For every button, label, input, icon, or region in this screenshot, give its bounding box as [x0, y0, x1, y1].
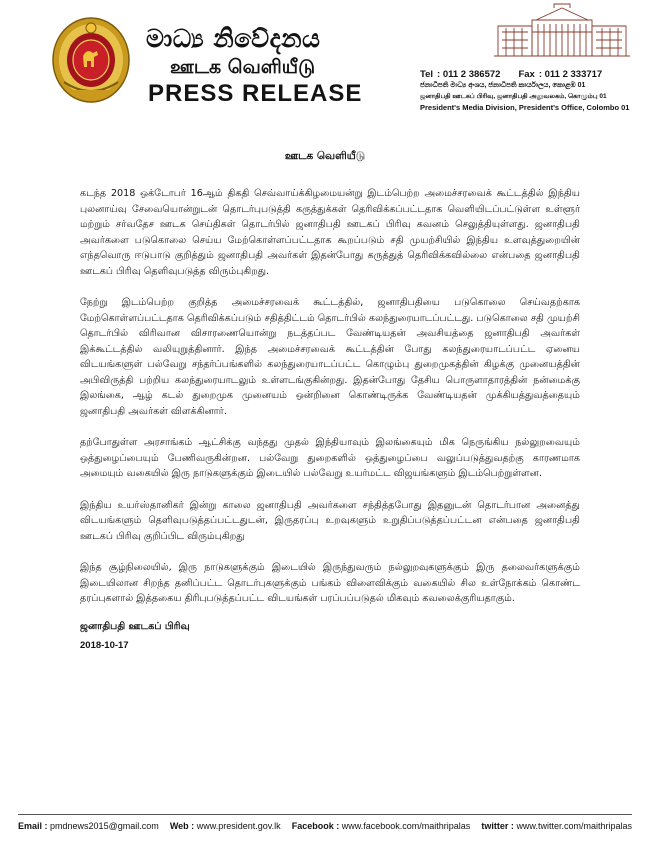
footer-twitter: [481, 821, 632, 831]
facebook-link[interactable]: www.facebook.com/maithripalas: [341, 821, 471, 831]
tel-value: : 011 2 386572: [437, 69, 501, 80]
fax-value: : 011 2 333717: [538, 69, 603, 80]
address-tamil: ஜனாதிபதி ஊடகப் பிரிவு, ஜனாதிபதி அலுவலகம், கொழும்பு 01: [420, 93, 607, 100]
footer: [18, 821, 632, 831]
twitter-label: twitter :: [481, 821, 514, 831]
contact-block: [420, 69, 635, 113]
title-english: PRESS RELEASE: [148, 80, 363, 107]
document-date: 2018-10-17: [80, 640, 129, 651]
paragraph: இந்திய உயர்ஸ்தானிகர் இன்று காலை ஜனாதிபதி அவர்களை சந்தித்தபோது இதனுடன் தொடர்பான அனைத்து விடயங்களும் தெளிவுபடுத்தப்பட்டதுடன், இருதரப்பு உறவுகளும் உறுதிப்படுத்தப்பட்டன என்பதை ஜனாதிபதி ஊடகப் பிரிவு குறிப்பிட விரும்புகிறது: [80, 499, 580, 542]
signature: ஜனாதிபதி ஊடகப் பிரிவு: [80, 620, 190, 632]
paragraph: நேற்று இடம்பெற்ற குறித்த அமைச்சரவைக் கூட்டத்தில், ஜனாதிபதியை படுகொலை செய்வதற்காக மேற்கொள்ளப்பட்டதாக தெரிவிக்கப்படும் சதித்திட்டம் தொடர்பில் கலந்துரையாடப்பட்டது. படுகொலை சதி முயற்சி தொடர்பில் விரிவான விசாரணையொன்று நடத்தப்பட வேண்டியதன் அவசியத்தை ஜனாதிபதி அவர்கள் இக்கூட்டத்தில் வலியுறுத்தினார். இந்த அமைச்சரவைக் கூட்டத்தின் போது கலந்துரையாடப்பட்ட ஏனைய விடயங்களுள் பல்வேறு சந்தர்ப்பங்களில் கலந்துரையாடப்பட்ட கொழும்பு துறைமுகத்தின் கிழக்கு முனையத்தின் அபிவிருத்தி பற்றிய கலந்துரையாடலும் உள்ளடங்குகின்றது. இதன்போது தேசிய பொருளாதாரத்தின் நன்மைக்கு இலங்கை, ஆழ் கடல் துறைமுக முனையம் ஒன்றினை கொண்டிருக்க வேண்டியதன் முக்கியத்துவத்தையும் ஜனாதிபதி அவர்கள் விளக்கினார்.: [80, 297, 580, 417]
web-label: Web :: [169, 821, 195, 831]
fax-label: Fax: [518, 69, 535, 80]
phone-fax-line: [420, 69, 635, 80]
footer-email: [18, 821, 159, 831]
email-label: Email :: [18, 821, 48, 831]
building-illustration-icon: [492, 2, 632, 60]
document-body: [80, 186, 580, 654]
letterhead: [0, 0, 650, 150]
paragraph: தற்போதுள்ள அரசாங்கம் ஆட்சிக்கு வந்தது முதல் இந்தியாவும் இலங்கையும் மிக நெருங்கிய நல்லுறவையும் ஒத்துழைப்பையும் பேணிவருகின்றன. பல்வேறு துறைகளில் ஒத்துழைப்பை வலுப்படுத்துவதற்கு காரணமாக அமையும் வகையில் இரு நாடுகளுக்கும் இடையில் பல்வேறு உயர்மட்ட விஜயங்களும் இடம்பெற்றுள்ளன.: [80, 437, 580, 479]
title-sinhala: මාධ්‍ය නිවේදනය: [146, 24, 321, 53]
footer-divider: [18, 814, 632, 815]
footer-web: [170, 821, 281, 831]
address-english: President's Media Division, President's Office, Colombo 01: [420, 103, 630, 112]
tel-label: Tel: [420, 69, 434, 80]
facebook-label: Facebook :: [291, 821, 340, 831]
document-heading: ஊடக வெளியீடு: [284, 150, 366, 162]
title-tamil: ஊடக வெளியீடு: [170, 56, 316, 78]
email-link[interactable]: pmdnews2015@gmail.com: [50, 821, 159, 831]
paragraph: இந்த சூழ்நிலையில், இரு நாடுகளுக்கும் இடையில் இருந்துவரும் நல்லுறவுகளுக்கும் இரு தலைவர்களுக்கும் இடையிலான சிறந்த தனிப்பட்ட தொடர்புகளுக்கும் பங்கம் விளைவிக்கும் வகையில் சில உள்நோக்கம் கொண்ட தரப்புகளால் இத்தகைய திரிபுபடுத்தப்பட்ட விடயங்கள் பரப்பப்படுதல் மிகவும் கவலைக்குரியதாகும்.: [80, 562, 580, 604]
web-link[interactable]: www.president.gov.lk: [196, 821, 281, 831]
footer-facebook: [292, 821, 471, 831]
sri-lanka-emblem-icon: [50, 12, 132, 104]
address-sinhala: ජනාධිපති මාධ්‍ය අංශය, ජනාධිපති කාර්යාලය, කොළඹ 01: [420, 82, 586, 89]
twitter-link[interactable]: www.twitter.com/maithripalas: [516, 821, 632, 831]
paragraph: கடந்த 2018 ஒக்டோபர் 16ஆம் திகதி செவ்வாய்க்கிழமையன்று இடம்பெற்ற அமைச்சரவைக் கூட்டத்தில் இந்திய புலனாய்வு சேவையொன்றுடன் தொடர்புபடுத்தி கருத்துக்கள் தெரிவிக்கப்பட்டதாக வெளியிடப்பட்டுள்ள உள்ளூர் மற்றும் சர்வதேச ஊடக செய்திகள் தொடர்பில் ஜனாதிபதி ஊடகப் பிரிவு கவனம் செலுத்தியுள்ளது. ஜனாதிபதி அவர்களை படுகொலை செய்ய மேற்கொள்ளப்பட்டதாக கூறப்படும் சதி முயற்சியில் இந்திய உளவுத்துறையின் எந்தவொரு ஈடுபாடு குறித்தும் ஜனாதிபதி அவர்கள் இதன்போது கருத்துத் தெரிவிக்கவில்லை என்பதை ஜனாதிபதி ஊடகப் பிரிவு தெளிவுபடுத்த விரும்புகிறது.: [80, 188, 580, 277]
